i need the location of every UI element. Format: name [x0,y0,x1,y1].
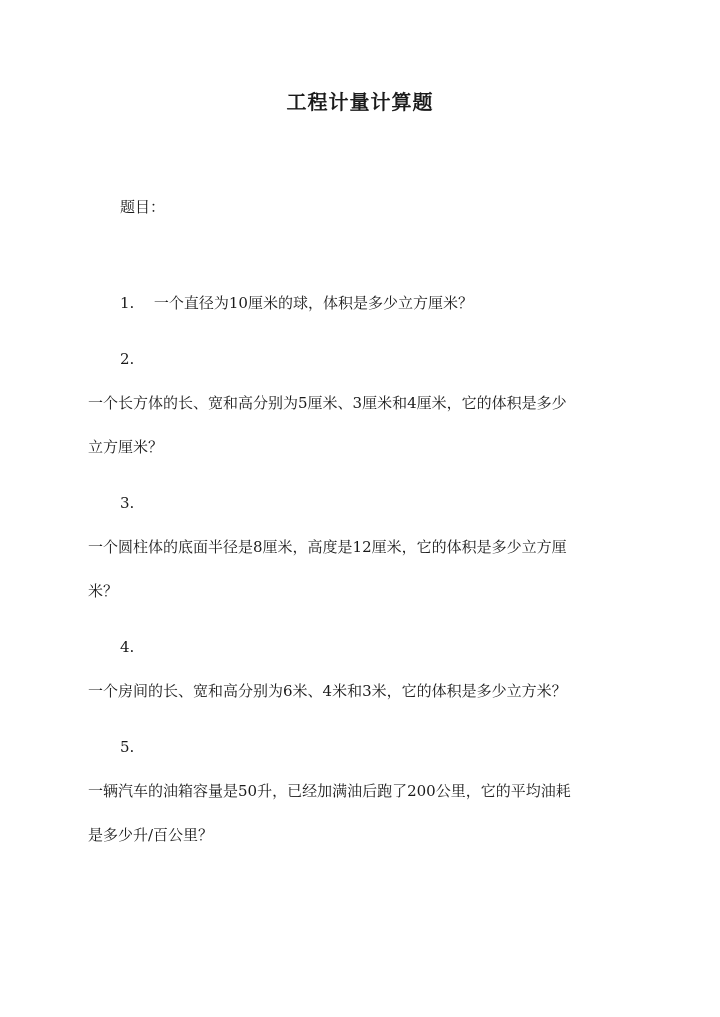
question-3-line-1: 一个圆柱体的底面半径是8厘米，高度是12厘米，它的体积是多少立方厘 [88,538,567,556]
question-5-line-1: 一辆汽车的油箱容量是50升，已经加满油后跑了200公里，它的平均油耗 [88,782,571,800]
question-2-number: 2. [120,350,135,368]
question-2-line-1: 一个长方体的长、宽和高分别为5厘米、3厘米和4厘米，它的体积是多少 [88,394,567,412]
question-3-number: 3. [120,494,135,512]
question-2-line-2: 立方厘米？ [88,438,164,456]
question-4-line-1: 一个房间的长、宽和高分别为6米、4米和3米，它的体积是多少立方米？ [88,682,567,700]
question-5-number: 5. [120,738,135,756]
question-1-number: 1. [120,294,135,312]
question-4-number: 4. [120,638,135,656]
question-3-line-2: 米？ [88,582,119,600]
question-5-line-2: 是多少升/百公里？ [88,826,214,844]
question-1 [120,292,473,314]
page-title: 工程计量计算题 [286,90,434,114]
section-label: 题目： [120,198,166,216]
question-1-text: 一个直径为10厘米的球，体积是多少立方厘米？ [153,294,473,312]
